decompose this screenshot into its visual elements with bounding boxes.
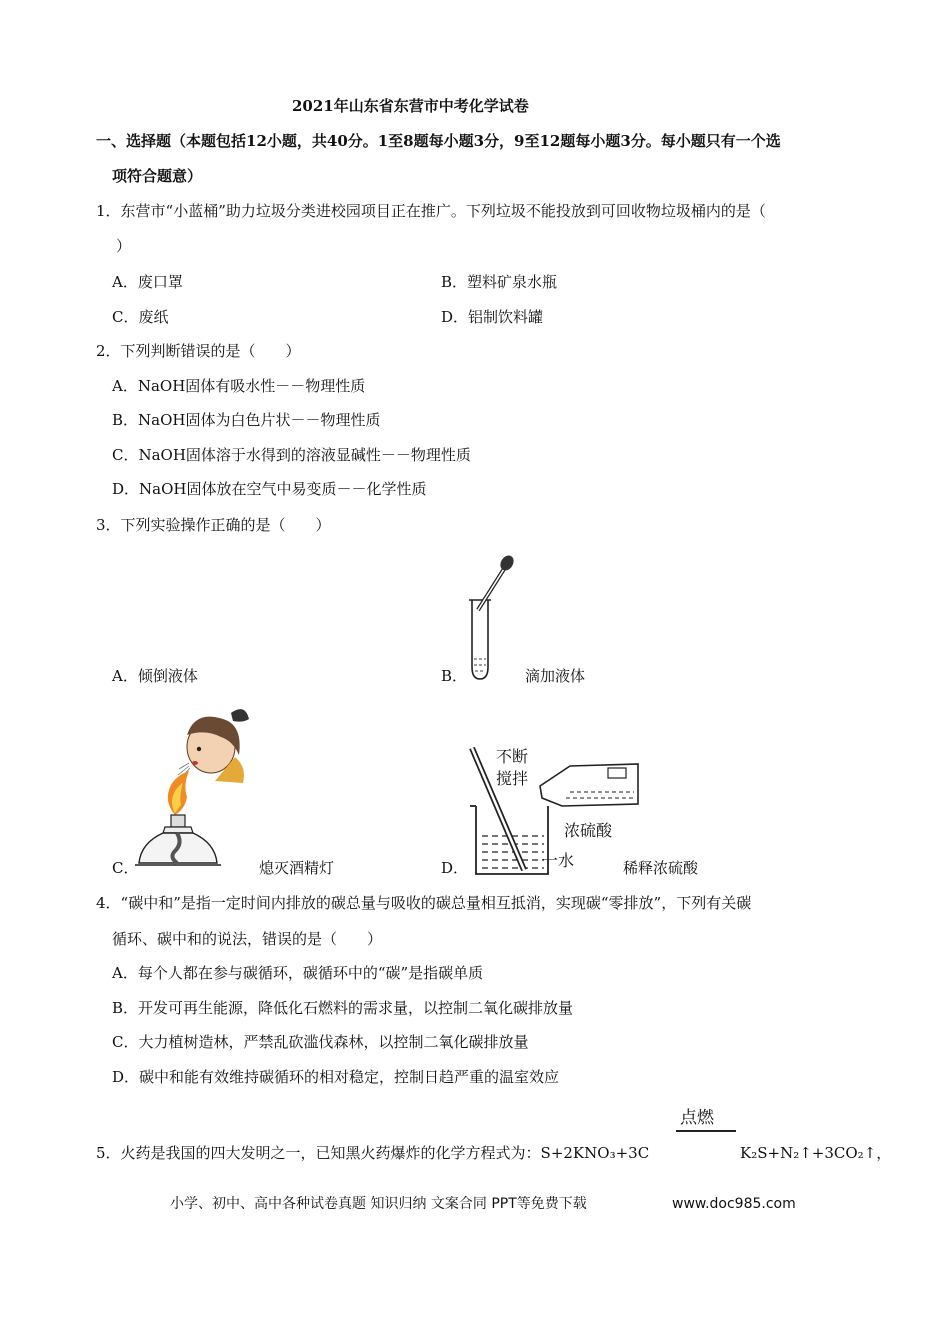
fig-label-water: 一水	[542, 851, 575, 870]
q3-option-d-text: 稀释浓硫酸	[623, 859, 699, 877]
reaction-condition: 点燃	[680, 1108, 714, 1128]
q1-option-d: D．铝制饮料罐	[441, 308, 544, 326]
q5-products: K₂S+N₂↑+3CO₂↑，	[740, 1144, 892, 1162]
q3-option-c-letter: C．	[112, 859, 139, 877]
q3-option-b-letter: B．	[441, 667, 468, 685]
fig-label-acid: 浓硫酸	[564, 821, 613, 840]
q2-option-b: B．NaOH固体为白色片状－－物理性质	[112, 411, 381, 429]
q3-stem: 3．下列实验操作正确的是（ ）	[96, 516, 331, 534]
q2-stem: 2．下列判断错误的是（ ）	[96, 342, 301, 360]
fig-label-stir-2: 搅拌	[496, 769, 529, 788]
q3-option-a: A．倾倒液体	[112, 667, 198, 685]
footer-text: 小学、初中、高中各种试卷真题 知识归纳 文案合同 PPT等免费下载	[170, 1196, 587, 1212]
q2-option-d: D．NaOH固体放在空气中易变质－－化学性质	[112, 480, 427, 498]
q2-option-c: C．NaOH固体溶于水得到的溶液显碱性－－物理性质	[112, 446, 471, 464]
q4-option-c: C．大力植树造林，严禁乱砍滥伐森林，以控制二氧化碳排放量	[112, 1033, 529, 1051]
q4-option-b: B．开发可再生能源，降低化石燃料的需求量，以控制二氧化碳排放量	[112, 999, 574, 1017]
page-title: 2021年山东省东营市中考化学试卷	[292, 97, 529, 115]
section-heading-line1: 一、选择题（本题包括12小题，共40分。1至8题每小题3分，9至12题每小题3分。每小题只有一个选	[96, 132, 781, 150]
q1-stem-end: ）	[116, 237, 132, 255]
q4-option-d: D．碳中和能有效维持碳循环的相对稳定，控制日趋严重的温室效应	[112, 1068, 560, 1086]
q1-option-a: A．废口罩	[112, 273, 183, 291]
q4-option-a: A．每个人都在参与碳循环，碳循环中的“碳”是指碳单质	[112, 964, 484, 982]
q1-stem: 1．东营市“小蓝桶”助力垃圾分类进校园项目正在推广。下列垃圾不能投放到可回收物垃圾桶内的是（	[96, 202, 766, 220]
q3-option-c-text: 熄灭酒精灯	[259, 859, 335, 877]
beaker-dilution-figure	[460, 740, 645, 878]
alcohol-lamp-figure	[135, 705, 260, 875]
q1-option-c: C．废纸	[112, 308, 169, 326]
q5-stem: 5．火药是我国的四大发明之一，已知黑火药爆炸的化学方程式为：S+2KNO₃+3C	[96, 1144, 650, 1162]
q4-stem-line2: 循环、碳中和的说法，错误的是（ ）	[112, 930, 383, 948]
q1-option-b: B．塑料矿泉水瓶	[441, 273, 558, 291]
dropper-tube-figure	[460, 555, 530, 685]
q2-option-a: A．NaOH固体有吸水性－－物理性质	[112, 377, 366, 395]
footer-url[interactable]: www.doc985.com	[672, 1196, 796, 1212]
q3-option-b-text: 滴加液体	[525, 667, 586, 685]
reaction-arrow-line	[676, 1130, 736, 1132]
q4-stem: 4．“碳中和”是指一定时间内排放的碳总量与吸收的碳总量相互抵消，实现碳“零排放”，下列有关碳	[96, 894, 752, 912]
fig-label-stir-1: 不断	[496, 747, 529, 766]
section-heading-line2: 项符合题意）	[112, 167, 203, 185]
q3-option-d-letter: D．	[441, 859, 469, 877]
